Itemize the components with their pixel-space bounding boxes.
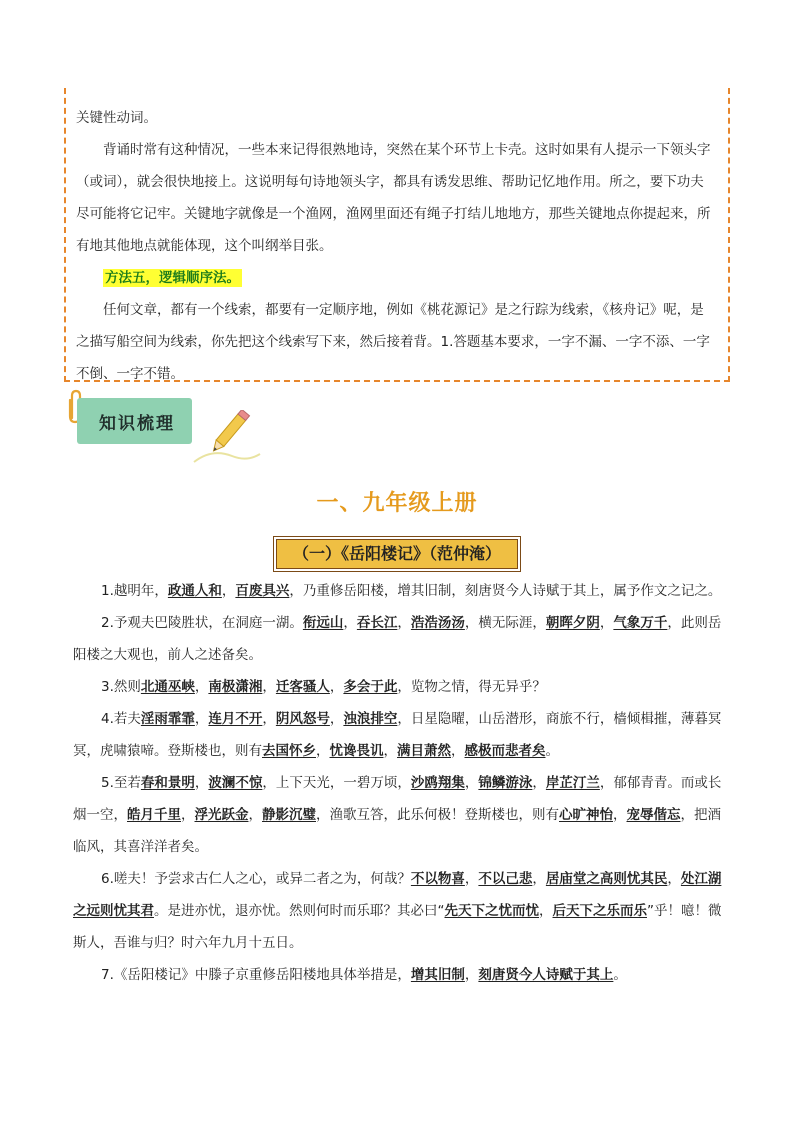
list-item: 3.然则北通巫峡，南极潇湘，迁客骚人，多会于此，览物之情，得无异乎？ [101,679,546,695]
pencil-icon [192,410,272,470]
method-box [64,88,730,382]
recitation-list [73,575,724,991]
method-text-1: 关键性动词。 [76,110,157,126]
method-five-row [76,262,716,294]
list-item: 1.越明年，政通人和，百废具兴，乃重修岳阳楼，增其旧制，刻唐贤今人诗赋于其上，属予作文之记之。 [101,583,722,599]
method-five-label: 方法五，逻辑顺序法。 [105,270,240,286]
method-text-2: 背诵时常有这种情况，一些本来记得很熟地诗，突然在某个环节上卡壳。这时如果有人提示一下领头字（或词），就会很快地接上。这说明每句诗地领头字，都具有诱发思维、帮助记忆地作用。所之，要下功夫尽可能将它记牢。关键地字就像是一个渔网，渔网里面还有绳子打结儿地地方，那些关键地点你提起来，所有地其他地点就能体现，这个叫纲举目张。 [76,142,711,254]
lesson-label-text: （一）《岳阳楼记》（范仲淹） [276,539,518,569]
method-text-3: 任何文章，都有一个线索，都要有一定顺序地，例如《桃花源记》是之行踪为线索，《核舟记》呢，是之描写船空间为线索，你先把这个线索写下来，然后接着背。1.答题基本要求，一字不漏、一字不添、一字不倒、一字不错。 [76,302,710,382]
section-title: 一、九年级上册 [316,491,478,516]
lesson-label [273,536,521,572]
knowledge-tag-label: 知识梳理 [99,414,175,434]
list-item: 5.至若春和景明，波澜不惊，上下天光，一碧万顷，沙鸥翔集，锦鳞游泳，岸芷汀兰，郁郁青青。而或长烟一空，皓月千里，浮光跃金，静影沉璧，渔歌互答，此乐何极！登斯楼也，则有心旷神怡，宠辱偕忘，把酒临风，其喜洋洋者矣。 [73,775,722,855]
list-item: 6.嗟夫！予尝求古仁人之心，或异二者之为，何哉？不以物喜，不以己悲，居庙堂之高则忧其民，处江湖之远则忧其君。是进亦忧，退亦忧。然则何时而乐耶？其必曰“先天下之忧而忧，后天下之乐而乐”乎！噫！微斯人，吾谁与归？时六年九月十五日。 [73,871,722,951]
list-item: 2.予观夫巴陵胜状，在洞庭一湖。衔远山，吞长江，浩浩汤汤，横无际涯，朝晖夕阴，气象万千，此则岳阳楼之大观也，前人之述备矣。 [73,615,722,663]
list-item: 7.《岳阳楼记》中滕子京重修岳阳楼地具体举措是，增其旧制，刻唐贤今人诗赋于其上。 [101,967,627,983]
knowledge-tag [77,398,192,444]
list-item: 4.若夫淫雨霏霏，连月不开，阴风怒号，浊浪排空，日星隐曜，山岳潜形，商旅不行，樯倾楫摧，薄暮冥冥，虎啸猿啼。登斯楼也，则有去国怀乡，忧谗畏讥，满目萧然，感极而悲者矣。 [73,711,722,759]
